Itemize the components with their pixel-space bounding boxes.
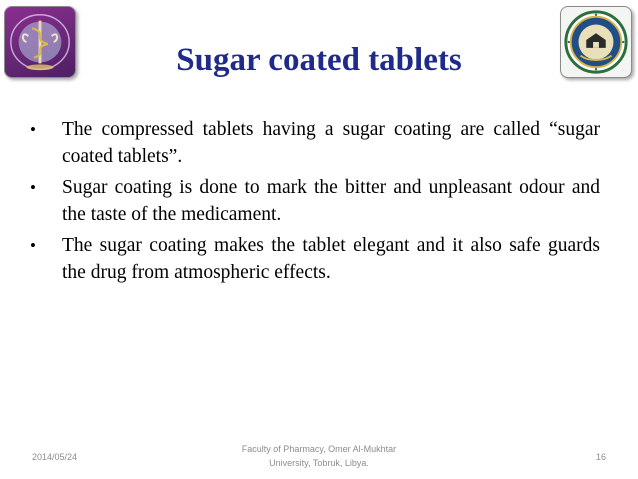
- footer-date: 2014/05/24: [32, 452, 78, 462]
- bullet-text: The compressed tablets having a sugar coating are called “sugar coated tablets”.: [62, 119, 600, 167]
- bullet-item: [28, 174, 600, 228]
- page-number: 16: [595, 452, 606, 462]
- bullet-marker: •: [30, 178, 36, 197]
- slide-title: Sugar coated tablets: [176, 42, 462, 78]
- bullet-item: [28, 232, 600, 286]
- bullet-list: [28, 116, 600, 290]
- footer-affiliation-line1: Faculty of Pharmacy, Omer Al-Mukhtar: [241, 444, 397, 454]
- bullet-marker: •: [30, 236, 36, 255]
- footer-affiliation: [209, 442, 429, 470]
- bullet-text: The sugar coating makes the tablet elegant and it also safe guards the drug from atmospheric effects.: [62, 235, 600, 283]
- bullet-marker: •: [30, 120, 36, 139]
- bullet-item: [28, 116, 600, 170]
- footer-affiliation-line2: University, Tobruk, Libya.: [269, 458, 369, 468]
- bullet-text: Sugar coating is done to mark the bitter and unpleasant odour and the taste of the medicament.: [62, 177, 600, 225]
